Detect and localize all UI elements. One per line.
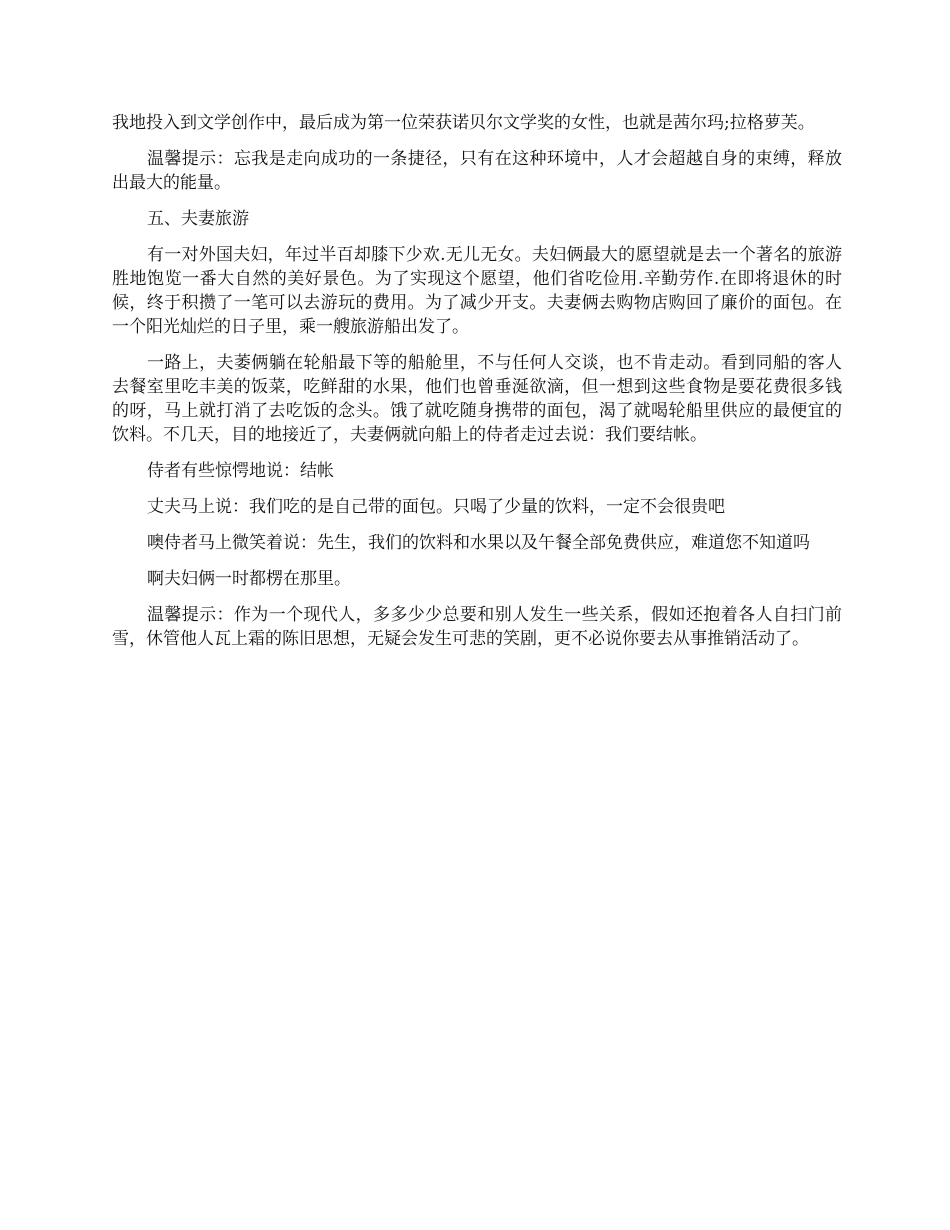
paragraph-continuation: 我地投入到文学创作中，最后成为第一位荣获诺贝尔文学奖的女性，也就是茜尔玛;拉格萝芙。 — [112, 113, 815, 133]
section-heading: 五、夫妻旅游 — [147, 209, 249, 229]
story-paragraph: 一路上，夫萎俩躺在轮船最下等的船舱里，不与任何人交谈，也不肯走动。看到同船的客人去餐室里吃丰美的饭菜，吃鲜甜的水果，他们也曾垂涎欲滴，但一想到这些食物是要花费很多钱的呀，马上就打消了去吃饭的念头。饿了就吃随身携带的面包，渴了就喝轮船里供应的最便宜的饮料。不几天，目的地接近了，夫妻俩就向船上的侍者走过去说：我们要结帐。 — [112, 353, 842, 445]
dialogue-paragraph: 丈夫马上说：我们吃的是自己带的面包。只喝了少量的饮料，一定不会很贵吧 — [147, 497, 725, 517]
tip-paragraph: 温馨提示：作为一个现代人，多多少少总要和别人发生一些关系，假如还抱着各人自扫门前雪，休管他人瓦上霜的陈旧思想，无疑会发生可悲的笑剧，更不必说你要去从事推销活动了。 — [112, 605, 842, 649]
dialogue-paragraph: 侍者有些惊愕地说：结帐 — [147, 461, 334, 481]
tip-paragraph: 温馨提示：忘我是走向成功的一条捷径，只有在这种环境中，人才会超越自身的束缚，释放出最大的能量。 — [112, 149, 842, 193]
dialogue-paragraph: 噢侍者马上微笑着说：先生，我们的饮料和水果以及午餐全部免费供应，难道您不知道吗 — [147, 533, 810, 553]
document-page — [112, 111, 842, 663]
dialogue-paragraph: 啊夫妇俩一时都楞在那里。 — [147, 569, 351, 589]
story-paragraph: 有一对外国夫妇，年过半百却膝下少欢.无儿无女。夫妇俩最大的愿望就是去一个著名的旅游胜地饱览一番大自然的美好景色。为了实现这个愿望，他们省吃俭用.辛勤劳作.在即将退休的时候，终于积攒了一笔可以去游玩的费用。为了减少开支。夫妻俩去购物店购回了廉价的面包。在一个阳光灿烂的日子里，乘一艘旅游船出发了。 — [112, 245, 842, 337]
